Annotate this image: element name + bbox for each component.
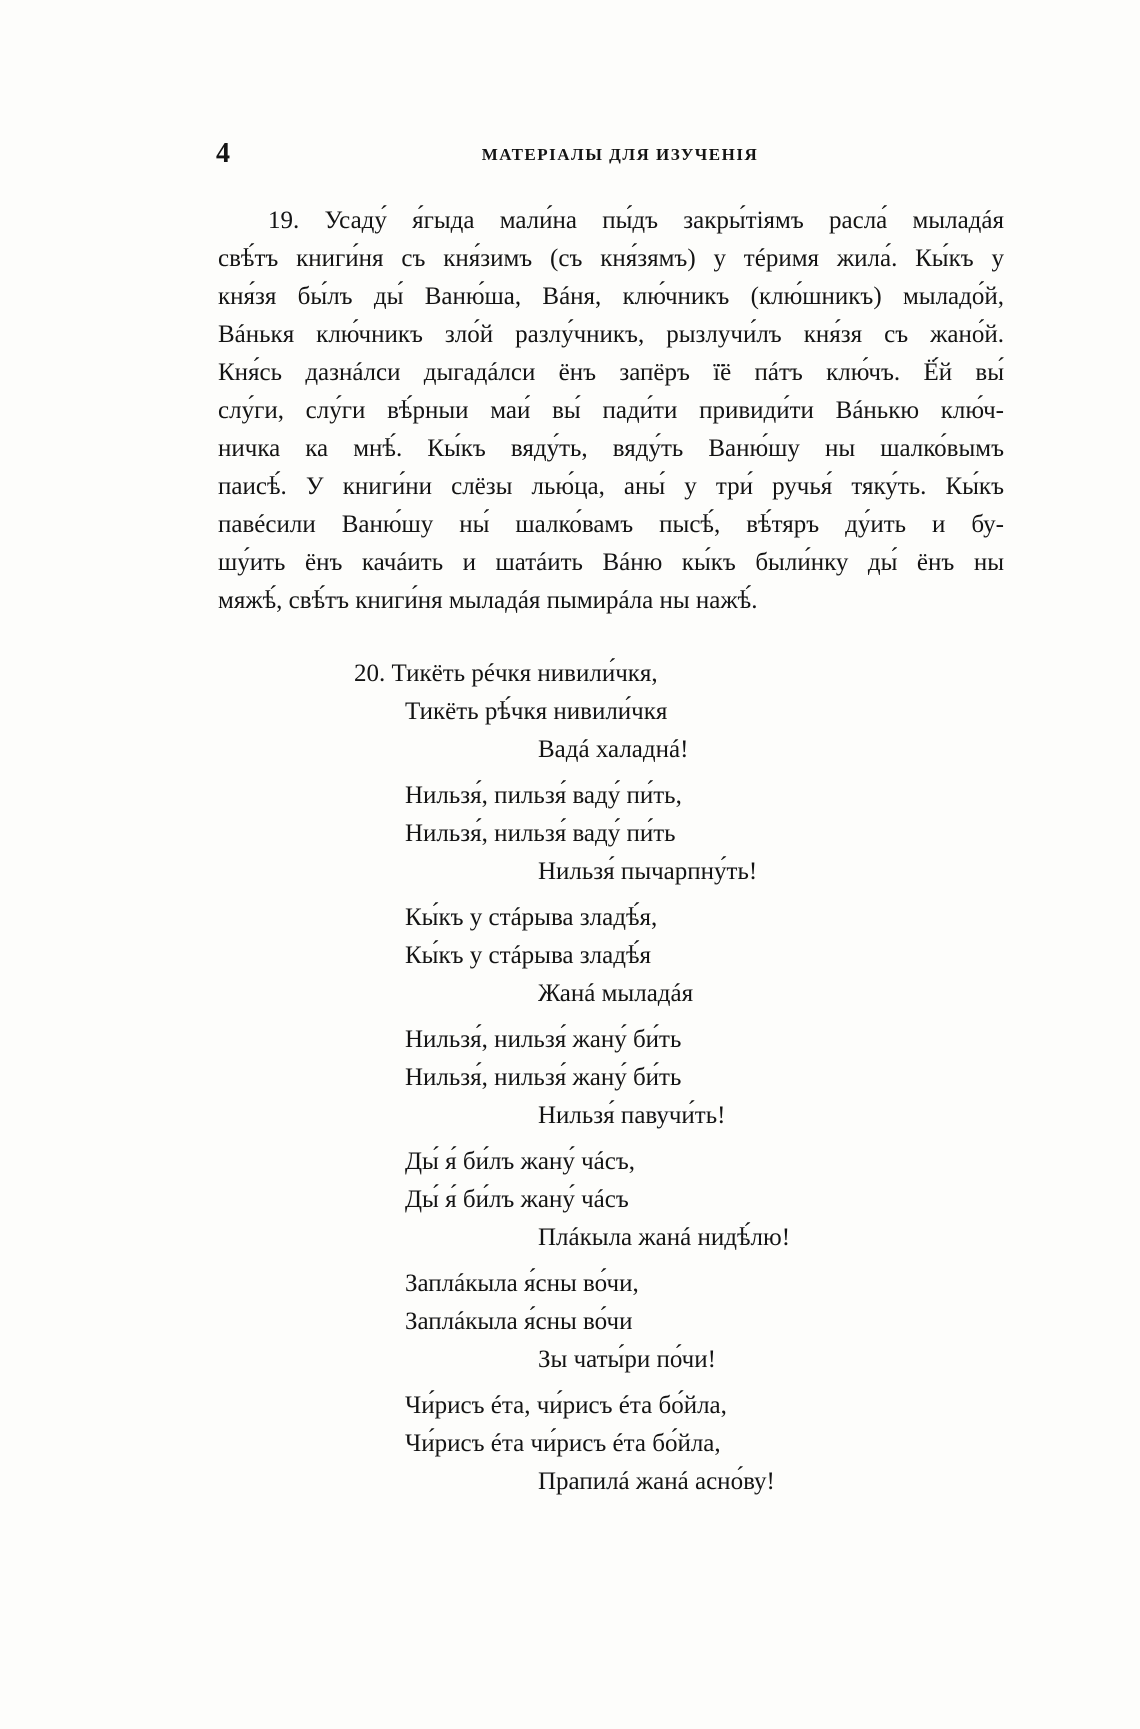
text-line: Вáнькя клю́чникъ зло́й разлу́чникъ, рызлучи́лъ кня́зя съ жано́й. bbox=[218, 321, 1004, 348]
text-line: кня́зя бы́лъ ды́ Ваню́ша, Вáня, клю́чникъ (клю́шникъ) мыладо́й, bbox=[218, 283, 1004, 310]
poem-stanza bbox=[354, 899, 790, 1013]
poem-line: Тикёть рѣ́чкя нивили́чкя bbox=[405, 698, 668, 725]
poem-stanza bbox=[354, 1021, 790, 1135]
poem-line: Нильзя́, пильзя́ ваду́ пи́ть, bbox=[405, 782, 682, 809]
poem-line: 20. Тикёть рéчкя нивили́чкя, bbox=[354, 660, 658, 687]
poem-stanza bbox=[354, 655, 790, 769]
poem-line: Заплáкыла я́сны во́чи, bbox=[405, 1270, 639, 1297]
poem-line: Заплáкыла я́сны во́чи bbox=[405, 1308, 633, 1335]
poem-line: Нильзя́, нильзя́ ваду́ пи́ть bbox=[405, 820, 676, 847]
poem-line: Чи́рисъ éта чи́рисъ éта бо́йла, bbox=[405, 1430, 721, 1457]
poem-stanza bbox=[354, 1387, 790, 1501]
poem-line: Вадá халаднá! bbox=[538, 736, 689, 763]
poem-line: Ды́ я́ би́лъ жану́ чáсъ bbox=[405, 1186, 629, 1213]
poem-line: Нильзя́, нильзя́ жану́ би́ть bbox=[405, 1064, 682, 1091]
poem-line: Кы́къ у стáрыва зладѣ́я bbox=[405, 942, 652, 969]
poem-line: Жанá мыладáя bbox=[538, 980, 694, 1007]
poem-line: Зы чаты́ри по́чи! bbox=[538, 1346, 716, 1373]
page-number: 4 bbox=[216, 138, 230, 169]
poem-stanza bbox=[354, 1143, 790, 1257]
poem-line: Нильзя́ пычарпну́ть! bbox=[538, 858, 758, 885]
text-line: павéсили Ваню́шу ны́ шалко́вамъ пысѣ́, вѣ́тяръ ду́ить и бу- bbox=[218, 511, 1004, 538]
text-line: ничка ка мнѣ́. Кы́къ вяду́ть, вяду́ть Ваню́шу ны шалко́вымъ bbox=[218, 435, 1004, 462]
poem-line: Ды́ я́ би́лъ жану́ чáсъ, bbox=[405, 1148, 636, 1175]
poem-20 bbox=[354, 655, 790, 1509]
text-line: мяжѣ́, свѣ́тъ книги́ня мыладáя пымирáла ны нажѣ́. bbox=[218, 587, 758, 614]
paragraph-19 bbox=[218, 202, 1004, 620]
poem-line: Прапилá жанá асно́ву! bbox=[538, 1468, 775, 1495]
running-title: МАТЕРІАЛЫ ДЛЯ ИЗУЧЕНІЯ bbox=[481, 145, 759, 164]
poem-stanza bbox=[354, 1265, 790, 1379]
poem-line: Кы́къ у стáрыва зладѣ́я, bbox=[405, 904, 658, 931]
text-line: Кня́сь дазнáлси дыгадáлси ёнъ запёръ ї̈ё пáтъ клю́чъ. Ё́й вы́ bbox=[218, 359, 1004, 386]
poem-line: Плáкыла жанá нидѣ́лю! bbox=[538, 1224, 791, 1251]
poem-line: Нильзя́ павучи́ть! bbox=[538, 1102, 726, 1129]
poem-line: Чи́рисъ éта, чи́рисъ éта бо́йла, bbox=[405, 1392, 727, 1419]
poem-stanza bbox=[354, 777, 790, 891]
text-line: 19. Усаду́ я́гыда мали́на пы́дъ закры́тіямъ расла́ мыладáя bbox=[268, 207, 1004, 234]
text-line: паисѣ́. У книги́ни слёзы лью́ца, аны́ у три́ ручья́ тяку́ть. Кы́къ bbox=[218, 473, 1004, 500]
text-line: свѣ́тъ книги́ня съ кня́зимъ (съ кня́зямъ) у тéримя жила́. Кы́къ у bbox=[218, 245, 1004, 272]
text-line: слу́ги, слу́ги вѣ́рныи маи́ вы́ пади́ти привиди́ти Вáнькю клю́ч- bbox=[218, 397, 1004, 424]
poem-line: Нильзя́, нильзя́ жану́ би́ть bbox=[405, 1026, 682, 1053]
text-line: шу́ить ёнъ качáить и шатáить Вáню кы́къ были́нку ды́ ёнъ ны bbox=[218, 549, 1004, 576]
